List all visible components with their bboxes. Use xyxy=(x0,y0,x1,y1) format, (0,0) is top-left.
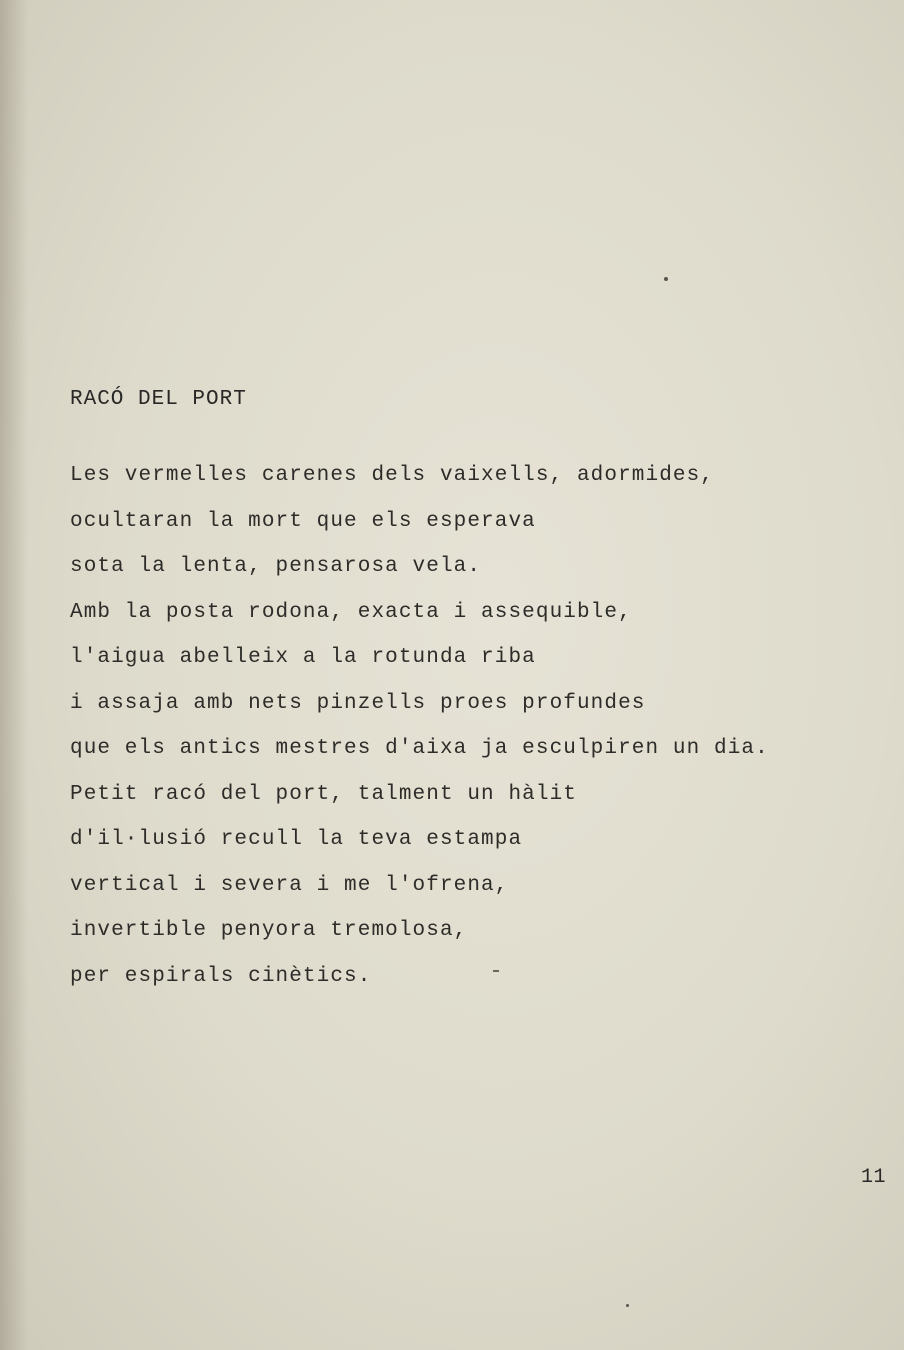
poem-line: i assaja amb nets pinzells proes profundes xyxy=(70,691,646,715)
poem-body xyxy=(70,458,769,1004)
poem-line: vertical i severa i me l'ofrena, xyxy=(70,873,509,897)
poem-title: RACÓ DEL PORT xyxy=(70,388,247,411)
stray-mark xyxy=(493,970,499,972)
poem-line: ocultaran la mort que els esperava xyxy=(70,509,536,533)
poem-line: per espirals cinètics. xyxy=(70,964,372,988)
poem-line: Petit racó del port, talment un hàlit xyxy=(70,782,577,806)
paper-speck xyxy=(664,277,668,281)
poem-line: Amb la posta rodona, exacta i assequible, xyxy=(70,600,632,624)
poem-line: d'il·lusió recull la teva estampa xyxy=(70,828,523,851)
poem-line: sota la lenta, pensarosa vela. xyxy=(70,555,482,578)
poem-line: que els antics mestres d'aixa ja esculpiren un dia. xyxy=(70,737,769,760)
poem-line: invertible penyora tremolosa, xyxy=(70,919,468,942)
page-number: 11 xyxy=(860,1166,886,1189)
paper-speck xyxy=(626,1304,629,1307)
poem-line: l'aigua abelleix a la rotunda riba xyxy=(70,646,536,669)
poem-line: Les vermelles carenes dels vaixells, adormides, xyxy=(70,464,714,487)
